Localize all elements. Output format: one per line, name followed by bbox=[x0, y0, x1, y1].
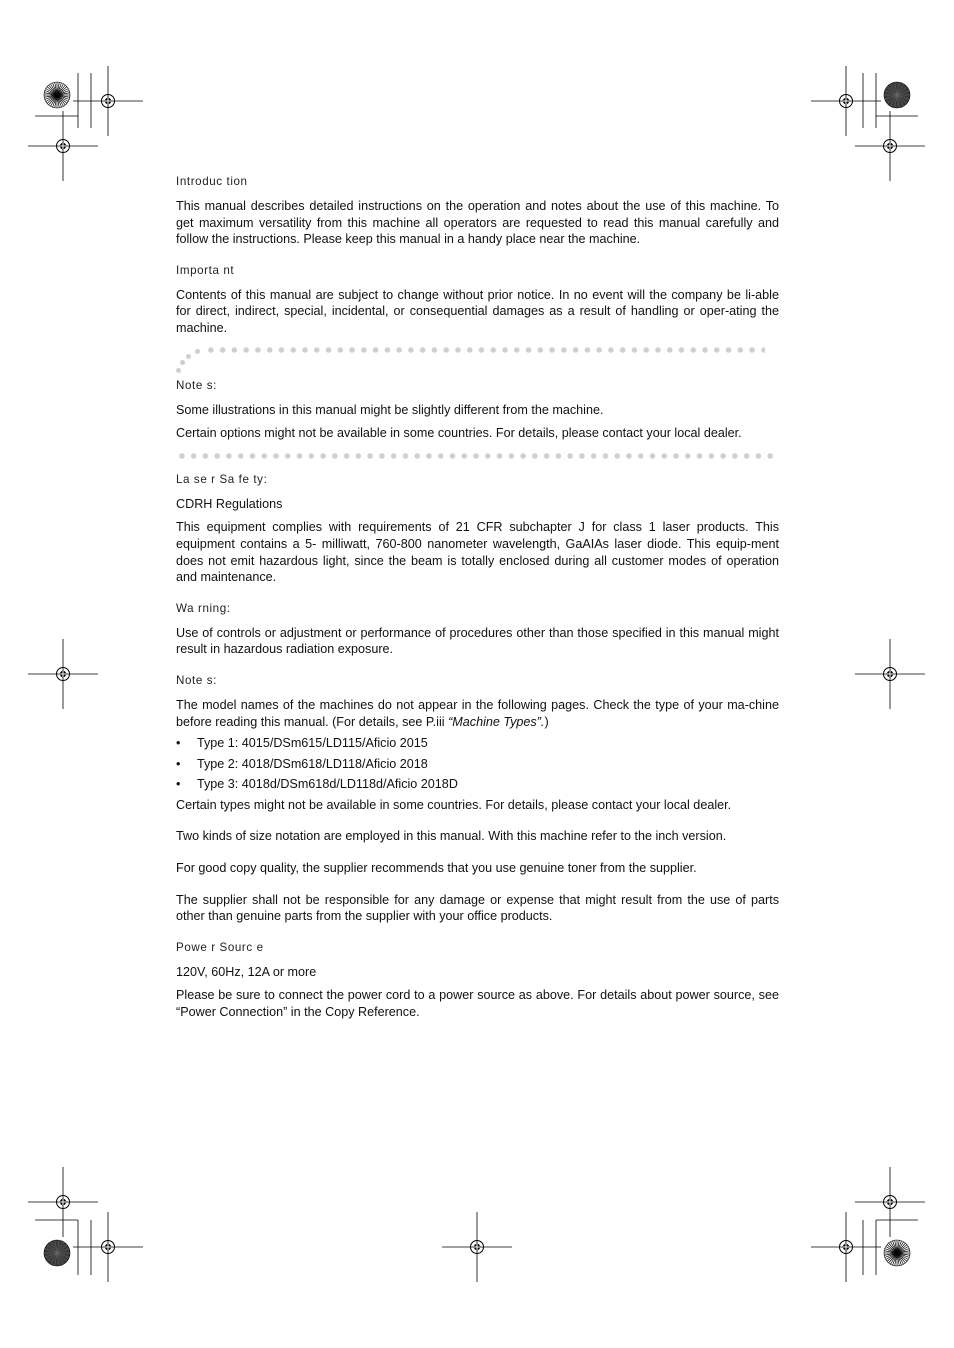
registration-target-icon bbox=[855, 1167, 925, 1237]
registration-target-icon bbox=[855, 639, 925, 709]
machine-type-list bbox=[176, 735, 779, 793]
notes-intro-text: The model names of the machines do not appear in the following pages. Check the type of your ma-chine before reading this manual. (For details, see P.iii bbox=[176, 697, 779, 729]
machine-type-item: • Type 3: 4018d/DSm618d/LD118d/Aficio 2018D bbox=[176, 776, 779, 793]
notes-box-top-border bbox=[176, 347, 779, 381]
color-star-target-icon bbox=[884, 1240, 910, 1266]
registration-target-icon bbox=[855, 111, 925, 181]
notes-heading: Note s: bbox=[176, 673, 217, 687]
registration-target-icon bbox=[811, 66, 881, 136]
notes-intro bbox=[176, 697, 779, 730]
warning-heading: Wa rning: bbox=[176, 601, 231, 615]
registration-target-icon bbox=[442, 1212, 512, 1282]
color-star-target-icon bbox=[44, 82, 70, 108]
warning-text: Use of controls or adjustment or performance of procedures other than those specified in this manual might result in hazardous radiation exposure. bbox=[176, 625, 779, 657]
notes-box-line: Certain options might not be available in some countries. For details, please contact your local dealer. bbox=[176, 426, 742, 441]
registration-target-icon bbox=[28, 1167, 98, 1237]
introduction-heading: Introduc tion bbox=[176, 175, 248, 188]
power-source-spec: 120V, 60Hz, 12A or more bbox=[176, 964, 317, 979]
machine-type-item: • Type 1: 4015/DSm615/LD115/Aficio 2015 bbox=[176, 735, 779, 752]
color-star-target-icon bbox=[44, 1240, 70, 1266]
notes-copy-quality: For good copy quality, the supplier recommends that you use genuine toner from the supplier. bbox=[176, 861, 697, 876]
power-source-text: Please be sure to connect the power cord to a power source as above. For details about power source, see “Power Connection” in the Copy Reference. bbox=[176, 988, 779, 1020]
notes-size-notation: Two kinds of size notation are employed in this manual. With this machine refer to the inch version. bbox=[176, 829, 727, 844]
laser-safety-text: This equipment complies with requirements of 21 CFR subchapter J for class 1 laser products. This equipment contains a 5- milliwatt, 760-800 nanometer wavelength, GaAIAs laser diode. This equip-ment does not emit hazardous light, since the beam is totally enclosed during all customer modes of operation and maintenance. bbox=[176, 520, 779, 585]
notes-availability: Certain types might not be available in some countries. For details, please contact your local dealer. bbox=[176, 797, 732, 812]
laser-safety-subheading: CDRH Regulations bbox=[176, 496, 283, 511]
registration-target-icon bbox=[28, 639, 98, 709]
important-heading: Importa nt bbox=[176, 263, 235, 277]
registration-target-icon bbox=[73, 66, 143, 136]
machine-type-item: • Type 2: 4018/DSm618/LD118/Aficio 2018 bbox=[176, 756, 779, 773]
important-text: Contents of this manual are subject to change without prior notice. In no event will the company be li-able for direct, indirect, special, incidental, or consequential damages as a result of handling or oper-ating the machine. bbox=[176, 287, 779, 335]
registration-target-icon bbox=[811, 1212, 881, 1282]
machine-types-reference: “Machine Types”. bbox=[448, 714, 545, 729]
notes-box-heading: Note s: bbox=[176, 378, 217, 392]
laser-safety-heading: La se r Sa fe ty: bbox=[176, 472, 268, 486]
introduction-text: This manual describes detailed instructions on the operation and notes about the use of this machine. To get maximum versatility from this machine all operators are requested to read this manual carefully and follow the instructions. Please keep this manual in a handy place near the machine. bbox=[176, 199, 779, 247]
page-content bbox=[176, 174, 779, 1021]
registration-target-icon bbox=[73, 1212, 143, 1282]
registration-target-icon bbox=[28, 111, 98, 181]
notes-intro-close: ) bbox=[544, 714, 549, 729]
notes-box-line: Some illustrations in this manual might be slightly different from the machine. bbox=[176, 402, 604, 417]
color-star-target-icon bbox=[884, 82, 910, 108]
power-source-heading: Powe r Sourc e bbox=[176, 940, 264, 954]
notes-responsibility: The supplier shall not be responsible for any damage or expense that might result from the use of parts other than genuine parts from the supplier with your office products. bbox=[176, 892, 779, 924]
